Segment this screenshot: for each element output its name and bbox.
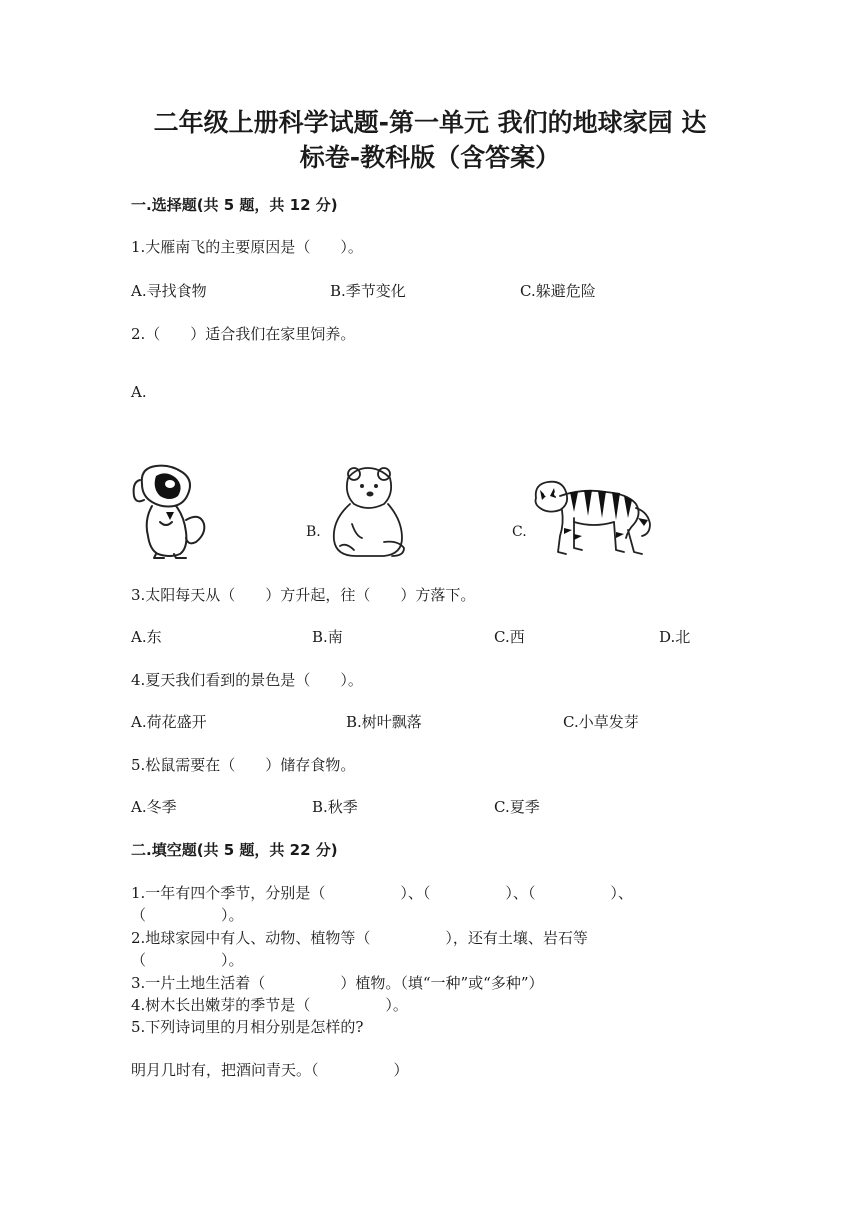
question-5-stem: 5.松鼠需要在（ ）储存食物。 xyxy=(131,756,356,774)
question-5-option-c: C.夏季 xyxy=(494,798,540,816)
question-3-option-b: B.南 xyxy=(312,628,343,646)
question-1-option-c: C.躲避危险 xyxy=(520,282,596,300)
question-2-stem: 2.（ ）适合我们在家里饲养。 xyxy=(131,325,356,343)
question-3-option-a: A.东 xyxy=(131,628,162,646)
fill-question-4: 4.树木长出嫩芽的季节是（ ）。 xyxy=(131,996,408,1014)
page-title-line-2: 标卷-教科版（含答案） xyxy=(299,143,561,172)
dog-image xyxy=(130,462,212,560)
question-2-option-b: B. xyxy=(306,524,321,540)
question-2-option-c: C. xyxy=(512,524,527,540)
question-4-option-b: B.树叶飘落 xyxy=(346,713,422,731)
question-1-option-a: A.寻找食物 xyxy=(131,282,207,300)
fill-question-2-line-2: （ ）。 xyxy=(131,951,244,969)
question-1-option-b: B.季节变化 xyxy=(330,282,406,300)
section-2-heading: 二.填空题(共 5 题，共 22 分) xyxy=(131,841,338,859)
section-1-heading: 一.选择题(共 5 题，共 12 分) xyxy=(131,196,338,214)
question-1-stem: 1.大雁南飞的主要原因是（ ）。 xyxy=(131,238,363,256)
tiger-image xyxy=(530,478,654,560)
bear-image xyxy=(326,464,408,560)
page-title-line-1: 二年级上册科学试题-第一单元 我们的地球家园 达 xyxy=(153,108,707,137)
question-4-stem: 4.夏天我们看到的景色是（ ）。 xyxy=(131,671,363,689)
fill-question-5: 5.下列诗词里的月相分别是怎样的? xyxy=(131,1018,364,1036)
fill-question-1-line-1: 1.一年有四个季节，分别是（ ）、（ ）、（ ）、 xyxy=(131,884,633,902)
fill-question-1-line-2: （ ）。 xyxy=(131,906,244,924)
question-4-option-a: A.荷花盛开 xyxy=(131,713,207,731)
fill-question-5-poem: 明月几时有，把酒问青天。（ ） xyxy=(131,1061,409,1079)
question-3-stem: 3.太阳每天从（ ）方升起，往（ ）方落下。 xyxy=(131,586,476,604)
question-3-option-d: D.北 xyxy=(659,628,691,646)
question-4-option-c: C.小草发芽 xyxy=(563,713,639,731)
fill-question-3: 3.一片土地生活着（ ）植物。（填“一种”或“多种”） xyxy=(131,974,544,992)
question-5-option-b: B.秋季 xyxy=(312,798,358,816)
question-2-option-a: A. xyxy=(131,383,147,401)
question-3-option-c: C.西 xyxy=(494,628,525,646)
question-5-option-a: A.冬季 xyxy=(131,798,177,816)
fill-question-2-line-1: 2.地球家园中有人、动物、植物等（ ），还有土壤、岩石等 xyxy=(131,929,588,947)
